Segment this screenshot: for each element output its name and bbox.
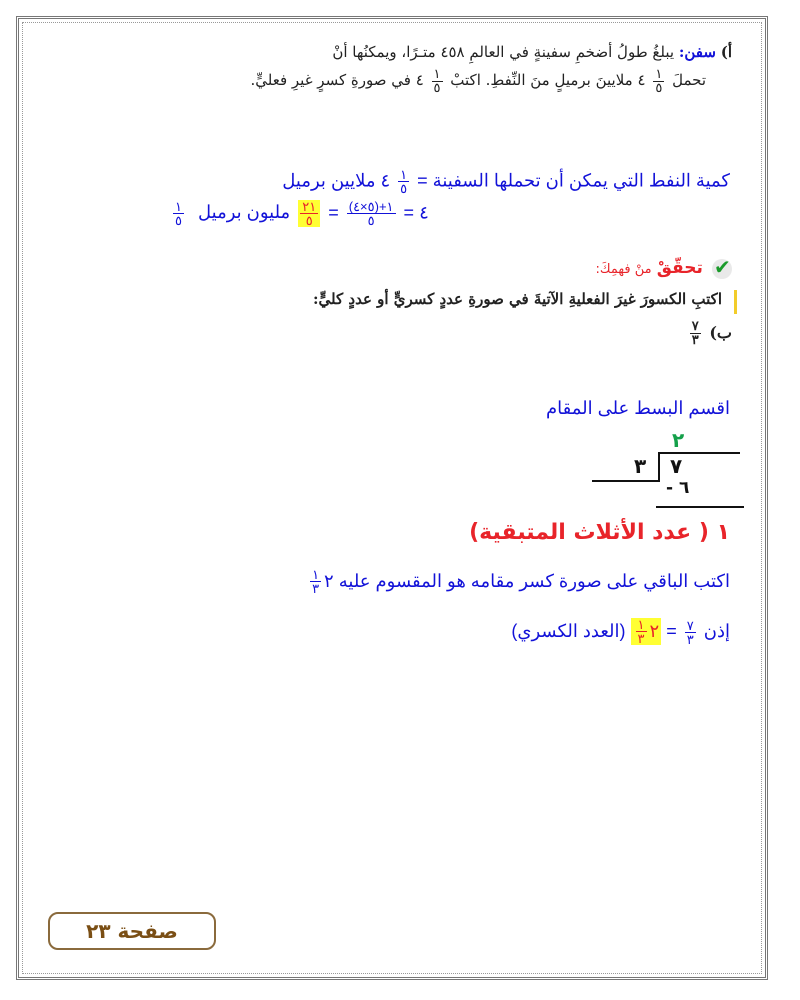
problem-line-1: [52, 38, 732, 66]
problem-text-2a: تحملَ: [672, 71, 706, 89]
conclusion-text-1: اكتب الباقي على صورة كسر مقامه هو المقسوم عليه: [338, 571, 730, 591]
division-result-bar: [656, 506, 744, 508]
remainder-text: ( عدد الأثلاث المتبقية): [469, 520, 709, 545]
solution-text-1b: ٤ ملايين برميل: [282, 170, 391, 191]
division-instruction: اقسم البسط على المقام: [545, 398, 730, 418]
equation-whole: ٤: [419, 202, 429, 223]
division-subtract: ٦ -: [666, 478, 690, 498]
conclusion-fraction: $\frac{٧}{٣}$: [686, 617, 694, 647]
conclusion-mixed-1: ٢ $\frac{١}{٣}$: [312, 567, 334, 596]
check-heading: [72, 258, 732, 279]
problem-fraction-2: $\frac{١}{٥}$: [433, 66, 441, 96]
remainder-note: [330, 520, 730, 545]
division-divisor: ٣: [634, 454, 647, 478]
conclusion-line-1: [70, 568, 730, 595]
solution-equation: $\frac{١}{٥}$ ٤ = $\frac{(٥\times ٤)+١}{٥}$ = $\frac{٢١}{٥}$ مليون برميل: [175, 199, 429, 228]
problem-line-2: [52, 66, 732, 95]
solution-line-1: [70, 168, 730, 195]
solution-fraction: $\frac{١}{٥}$: [400, 167, 408, 196]
equation-fraction-left: $\frac{١}{٥}$: [175, 199, 182, 228]
problem-text-2b: ٤ ملايينَ برميلٍ منَ النِّفطِ. اكتبْ: [450, 71, 646, 89]
problem-text-1: يبلغُ طولُ أضخمِ سفينةٍ في العالمِ ٤٥٨ متـرًا، ويمكنُها أنْ: [332, 43, 675, 61]
problem-letter: أ): [720, 43, 732, 61]
conclusion-suffix: (العدد الكسري): [511, 621, 626, 641]
check-side-bar: [734, 290, 737, 314]
conclusion-line-2: إذن $\frac{٧}{٣}$ = ٢ $\frac{١}{٣}$ (العدد الكسري): [511, 617, 730, 647]
check-instruction: اكتبِ الكسورَ غيرَ الفعليةِ الآتيةَ في صورةِ عددٍ كسريٍّ أو عددٍ كليٍّ:: [313, 290, 722, 308]
page-number-label: صفحة ٢٣: [86, 919, 178, 943]
check-icon: [712, 259, 732, 279]
equation-unit: مليون برميل: [198, 202, 291, 223]
division-quotient: ٢: [672, 428, 685, 452]
solution-text-1a: كمية النفط التي يمكن أن تحملها السفينة =: [417, 170, 730, 191]
division-dividend: ٧: [670, 454, 683, 478]
equation-fraction-mid: $\frac{(٥\times ٤)+١}{٥}$: [348, 199, 394, 228]
long-division: [600, 430, 740, 520]
check-item-label: ب): [709, 323, 732, 342]
division-underline: [592, 480, 658, 482]
check-item-fraction: $\frac{٧}{٣}$: [691, 319, 699, 348]
equation-fraction-result: $\frac{٢١}{٥}$: [298, 200, 320, 227]
page-number-tag: [48, 912, 216, 950]
conclusion-mixed-result: ٢ $\frac{١}{٣}$: [631, 618, 662, 645]
remainder-value: ١: [716, 520, 730, 545]
problem-keyword: سفن:: [678, 43, 716, 61]
check-subtitle: منْ فهمِكَ:: [595, 262, 652, 277]
problem-fraction-1: $\frac{١}{٥}$: [655, 66, 663, 96]
check-title: تحقّقْ: [656, 258, 703, 278]
conclusion-prefix: إذن: [703, 621, 730, 641]
division-bar-side: [658, 452, 660, 482]
check-item-b: [532, 320, 732, 347]
problem-block: [52, 38, 732, 95]
problem-text-2c: ٤ في صورةِ كسرٍ غيرِ فعليٍّ.: [250, 71, 424, 89]
